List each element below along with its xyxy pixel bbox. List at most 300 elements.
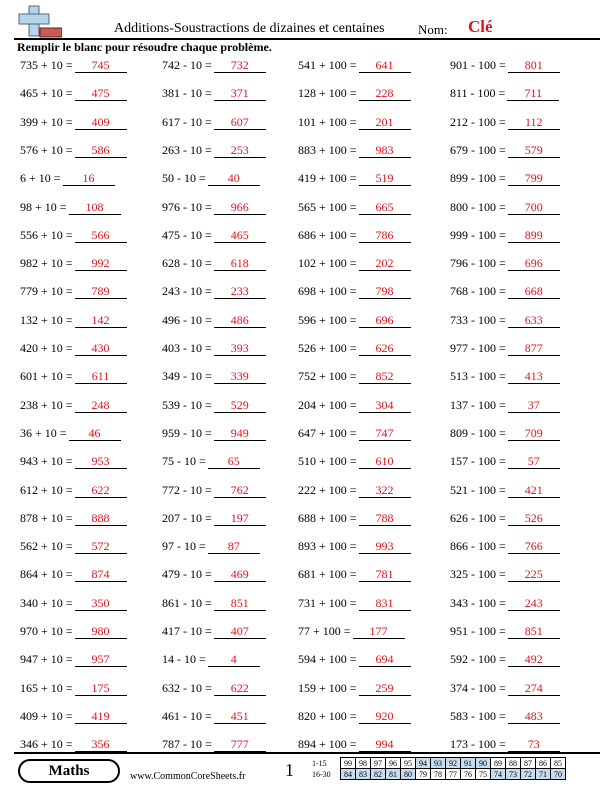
answer-blank[interactable]: 253 [214, 143, 266, 158]
score-cell: 91 [461, 758, 476, 769]
answer-blank[interactable]: 579 [508, 143, 560, 158]
problem-expression: 576 + 10 = [20, 142, 73, 157]
problem [20, 426, 121, 441]
problem-expression: 779 + 10 = [20, 284, 73, 299]
problem [450, 737, 560, 752]
problem-expression: 374 - 100 = [450, 680, 506, 695]
problem-expression: 688 + 100 = [298, 510, 357, 525]
problem [20, 58, 127, 73]
problem-row [0, 483, 612, 511]
problem [20, 143, 127, 158]
answer-blank[interactable]: 243 [508, 596, 560, 611]
answer-blank[interactable]: 73 [508, 737, 560, 752]
problem-expression: 6 + 10 = [20, 171, 61, 186]
answer-blank[interactable]: 108 [69, 200, 121, 215]
problem [162, 539, 260, 554]
answer-blank[interactable]: 356 [75, 737, 127, 752]
problem [298, 483, 411, 498]
problem-expression: 496 - 10 = [162, 312, 212, 327]
problem [162, 398, 266, 413]
answer-blank[interactable]: 407 [214, 624, 266, 639]
answer-blank[interactable]: 492 [508, 652, 560, 667]
answer-blank[interactable]: 626 [359, 341, 411, 356]
answer-blank[interactable]: 831 [359, 596, 411, 611]
problem-expression: 894 + 100 = [298, 737, 357, 752]
problem [20, 454, 127, 469]
problem-expression: 346 + 10 = [20, 737, 73, 752]
problem-expression: 101 + 100 = [298, 114, 357, 129]
instructions: Remplir le blanc pour résoudre chaque problème. [17, 40, 272, 54]
score-cell: 98 [356, 758, 371, 769]
answer-blank[interactable]: 304 [359, 398, 411, 413]
answer-blank[interactable]: 877 [508, 341, 560, 356]
problem [20, 341, 127, 356]
score-row [341, 769, 566, 780]
answer-blank[interactable]: 248 [75, 398, 127, 413]
problem-expression: 594 + 100 = [298, 652, 357, 667]
answer-blank[interactable]: 607 [214, 115, 266, 130]
problem-expression: 951 - 100 = [450, 624, 506, 638]
score-table [340, 757, 566, 780]
name-label: Nom: [418, 22, 448, 37]
problem-expression: 864 + 10 = [20, 567, 73, 582]
answer-blank[interactable]: 618 [214, 256, 266, 271]
problem [450, 313, 560, 328]
answer-blank[interactable]: 339 [214, 369, 266, 384]
problem-row [0, 228, 612, 256]
problem-expression: 742 - 10 = [162, 58, 212, 72]
score-cell: 89 [491, 758, 506, 769]
answer-blank[interactable]: 696 [508, 256, 560, 271]
answer-blank[interactable]: 419 [75, 709, 127, 724]
problem [298, 143, 411, 158]
problem-expression: 612 + 10 = [20, 482, 73, 497]
problem-row [0, 511, 612, 539]
problem [162, 284, 266, 299]
problem-expression: 878 + 10 = [20, 510, 73, 525]
problem-row [0, 58, 612, 86]
problem-expression: 820 + 100 = [298, 708, 357, 723]
problem [450, 681, 560, 696]
problem [20, 539, 127, 554]
problem-expression: 901 - 100 = [450, 58, 506, 72]
answer-blank[interactable]: 233 [214, 284, 266, 299]
problem [162, 200, 266, 215]
answer-blank[interactable]: 777 [214, 737, 266, 752]
answer-blank[interactable]: 966 [214, 200, 266, 215]
answer-blank[interactable]: 526 [508, 511, 560, 526]
problem-expression: 982 + 10 = [20, 256, 73, 271]
answer-blank[interactable]: 801 [508, 58, 560, 73]
answer-blank[interactable]: 16 [63, 171, 115, 186]
problem-expression: 513 - 100 = [450, 369, 506, 384]
name-value: Clé [468, 17, 493, 36]
problem [450, 86, 559, 101]
answer-blank[interactable]: 709 [508, 426, 560, 441]
problem [20, 398, 127, 413]
problem [162, 369, 266, 384]
answer-blank[interactable]: 899 [508, 228, 560, 243]
problem-expression: 36 + 10 = [20, 425, 67, 440]
answer-blank[interactable]: 274 [508, 681, 560, 696]
problem-expression: 861 - 10 = [162, 595, 212, 610]
problem [162, 624, 266, 639]
score-cell: 81 [386, 769, 401, 780]
problem [298, 115, 411, 130]
problem [20, 624, 127, 639]
answer-blank[interactable]: 852 [359, 369, 411, 384]
problem-expression: 893 + 100 = [298, 539, 357, 554]
problem [162, 652, 260, 667]
problem [450, 511, 560, 526]
score-range-label: 16-30 [312, 770, 331, 779]
score-cell: 90 [476, 758, 491, 769]
answer-blank[interactable]: 694 [359, 652, 411, 667]
answer-blank[interactable]: 409 [75, 115, 127, 130]
worksheet-title: Additions-Soustractions de dizaines et centaines [114, 21, 385, 36]
answer-blank[interactable]: 786 [359, 228, 411, 243]
problem [162, 256, 266, 271]
answer-blank[interactable]: 228 [359, 86, 411, 101]
problem-expression: 343 - 100 = [450, 595, 506, 610]
problem-expression: 601 + 10 = [20, 369, 73, 384]
problem-expression: 772 - 10 = [162, 482, 212, 497]
score-cell: 96 [386, 758, 401, 769]
answer-blank[interactable]: 57 [508, 454, 560, 469]
problem-expression: 959 - 10 = [162, 425, 212, 440]
problem [20, 596, 127, 611]
problem-row [0, 426, 612, 454]
problem-row [0, 171, 612, 199]
answer-blank[interactable]: 201 [359, 115, 411, 130]
problem-expression: 679 - 100 = [450, 142, 506, 157]
problem [450, 143, 560, 158]
problem [20, 709, 127, 724]
problem-row [0, 681, 612, 709]
answer-blank[interactable]: 451 [214, 709, 266, 724]
score-cell: 80 [401, 769, 416, 780]
answer-blank[interactable]: 668 [508, 284, 560, 299]
problem-row [0, 539, 612, 567]
answer-blank[interactable]: 350 [75, 596, 127, 611]
problem-expression: 617 - 10 = [162, 114, 212, 129]
problem [450, 454, 560, 469]
problem [450, 539, 560, 554]
problem [298, 652, 411, 667]
answer-blank[interactable]: 572 [75, 539, 127, 554]
score-cell: 84 [341, 769, 356, 780]
answer-blank[interactable]: 665 [359, 200, 411, 215]
problem-expression: 98 + 10 = [20, 199, 67, 214]
answer-blank[interactable]: 65 [208, 454, 260, 469]
problem-expression: 596 + 100 = [298, 312, 357, 327]
problem-expression: 800 - 100 = [450, 199, 506, 214]
problem-expression: 809 - 100 = [450, 425, 506, 440]
answer-blank[interactable]: 949 [214, 426, 266, 441]
answer-blank[interactable]: 421 [508, 483, 560, 498]
problem [450, 567, 560, 582]
problem [20, 652, 127, 667]
problem-expression: 943 + 10 = [20, 454, 73, 469]
problem-expression: 811 - 100 = [450, 86, 506, 101]
answer-blank[interactable]: 322 [359, 483, 411, 498]
subject-badge: Maths [18, 759, 120, 783]
answer-blank[interactable]: 610 [359, 454, 411, 469]
problem [162, 143, 266, 158]
problem-expression: 479 - 10 = [162, 567, 212, 582]
answer-blank[interactable]: 142 [75, 313, 127, 328]
problem-row [0, 143, 612, 171]
problem [20, 86, 127, 101]
problem [162, 454, 260, 469]
problem [298, 737, 411, 752]
answer-blank[interactable]: 225 [508, 567, 560, 582]
answer-blank[interactable]: 798 [359, 284, 411, 299]
problem-expression: 796 - 100 = [450, 256, 506, 271]
problem [298, 58, 411, 73]
answer-blank[interactable]: 994 [359, 737, 411, 752]
problem-expression: 731 + 100 = [298, 595, 357, 610]
score-cell: 87 [521, 758, 536, 769]
problem-row [0, 313, 612, 341]
problem [298, 171, 411, 186]
score-cell: 83 [356, 769, 371, 780]
answer-blank[interactable]: 469 [214, 567, 266, 582]
answer-blank[interactable]: 992 [75, 256, 127, 271]
answer-blank[interactable]: 851 [508, 624, 560, 639]
problem [298, 709, 411, 724]
problem-expression: 325 - 100 = [450, 567, 506, 582]
problem-expression: 128 + 100 = [298, 86, 357, 101]
score-cell: 93 [431, 758, 446, 769]
answer-blank[interactable]: 766 [508, 539, 560, 554]
problem [162, 483, 266, 498]
score-cell: 86 [536, 758, 551, 769]
problem-expression: 970 + 10 = [20, 624, 73, 638]
problem [298, 624, 405, 639]
problem [162, 737, 266, 752]
page-number: 1 [285, 760, 294, 780]
score-cell: 88 [506, 758, 521, 769]
score-cell: 95 [401, 758, 416, 769]
answer-blank[interactable]: 993 [359, 539, 411, 554]
problem [20, 171, 115, 186]
answer-blank[interactable]: 874 [75, 567, 127, 582]
problem [298, 511, 411, 526]
answer-blank[interactable]: 519 [359, 171, 411, 186]
problem-expression: 628 - 10 = [162, 256, 212, 271]
answer-blank[interactable]: 393 [214, 341, 266, 356]
problem-expression: 681 + 100 = [298, 567, 357, 582]
problem [298, 256, 411, 271]
problem-row [0, 200, 612, 228]
answer-blank[interactable]: 465 [214, 228, 266, 243]
problem-expression: 461 - 10 = [162, 708, 212, 723]
problem-expression: 539 - 10 = [162, 397, 212, 412]
problem [450, 228, 560, 243]
problem [450, 398, 560, 413]
answer-blank[interactable]: 430 [75, 341, 127, 356]
answer-blank[interactable]: 4 [208, 652, 260, 667]
problem [298, 454, 411, 469]
problem [20, 567, 127, 582]
answer-blank[interactable]: 788 [359, 511, 411, 526]
problem-row [0, 596, 612, 624]
answer-blank[interactable]: 633 [508, 313, 560, 328]
problem [298, 369, 411, 384]
answer-blank[interactable]: 641 [359, 58, 411, 73]
problem-expression: 752 + 100 = [298, 369, 357, 384]
answer-blank[interactable]: 781 [359, 567, 411, 582]
problem-row [0, 341, 612, 369]
problem [20, 313, 127, 328]
problem-expression: 866 - 100 = [450, 539, 506, 554]
answer-blank[interactable]: 983 [359, 143, 411, 158]
score-cell: 97 [371, 758, 386, 769]
answer-blank[interactable]: 732 [214, 58, 266, 73]
answer-blank[interactable]: 586 [75, 143, 127, 158]
problem-expression: 419 + 100 = [298, 171, 357, 186]
problem-row [0, 256, 612, 284]
problem-expression: 510 + 100 = [298, 454, 357, 469]
problem-expression: 420 + 10 = [20, 341, 73, 355]
answer-blank[interactable]: 851 [214, 596, 266, 611]
problem-expression: 97 - 10 = [162, 539, 206, 554]
problem [450, 596, 560, 611]
problem [298, 284, 411, 299]
problem [298, 596, 411, 611]
problem [450, 426, 560, 441]
problem [450, 652, 560, 667]
answer-blank[interactable]: 37 [508, 398, 560, 413]
score-row [341, 758, 566, 769]
score-cell: 79 [416, 769, 431, 780]
score-cell: 77 [446, 769, 461, 780]
answer-blank[interactable]: 711 [507, 86, 559, 101]
problem-expression: 592 - 100 = [450, 652, 506, 667]
answer-blank[interactable]: 622 [75, 483, 127, 498]
problem-expression: 583 - 100 = [450, 708, 506, 723]
score-cell: 78 [431, 769, 446, 780]
problem [450, 624, 560, 639]
answer-blank[interactable]: 888 [75, 511, 127, 526]
website-link[interactable]: www.CommonCoreSheets.fr [130, 771, 246, 782]
problem-expression: 733 - 100 = [450, 312, 506, 327]
problem-expression: 475 - 10 = [162, 227, 212, 242]
problem-expression: 556 + 10 = [20, 227, 73, 242]
problem [20, 681, 127, 696]
answer-blank[interactable]: 747 [359, 426, 411, 441]
problem-row [0, 454, 612, 482]
answer-blank[interactable]: 177 [353, 624, 405, 639]
answer-blank[interactable]: 622 [214, 681, 266, 696]
answer-blank[interactable]: 762 [214, 483, 266, 498]
answer-blank[interactable]: 197 [214, 511, 266, 526]
answer-blank[interactable]: 529 [214, 398, 266, 413]
problem-row [0, 115, 612, 143]
answer-blank[interactable]: 799 [508, 171, 560, 186]
problem [298, 426, 411, 441]
answer-blank[interactable]: 475 [75, 86, 127, 101]
problem-expression: 565 + 100 = [298, 199, 357, 214]
answer-blank[interactable]: 371 [214, 86, 266, 101]
problem-expression: 735 + 10 = [20, 58, 73, 72]
problem [162, 115, 266, 130]
problem-row [0, 369, 612, 397]
problem [20, 737, 127, 752]
problem-expression: 243 - 10 = [162, 284, 212, 299]
problem-expression: 77 + 100 = [298, 624, 351, 638]
answer-blank[interactable]: 175 [75, 681, 127, 696]
answer-blank[interactable]: 87 [208, 539, 260, 554]
problem [298, 398, 411, 413]
answer-blank[interactable]: 980 [75, 624, 127, 639]
footer-divider [14, 752, 600, 754]
problem [298, 567, 411, 582]
answer-blank[interactable]: 112 [508, 115, 560, 130]
score-cell: 73 [506, 769, 521, 780]
problem-expression: 14 - 10 = [162, 652, 206, 667]
answer-blank[interactable]: 413 [508, 369, 560, 384]
plus-minus-logo-icon [14, 4, 62, 38]
answer-blank[interactable]: 920 [359, 709, 411, 724]
answer-blank[interactable]: 957 [75, 652, 127, 667]
problem-expression: 977 - 100 = [450, 341, 506, 355]
answer-blank[interactable]: 483 [508, 709, 560, 724]
score-cell: 85 [551, 758, 566, 769]
problem-row [0, 284, 612, 312]
problem [450, 284, 560, 299]
problem [20, 256, 127, 271]
score-cell: 76 [461, 769, 476, 780]
answer-blank[interactable]: 202 [359, 256, 411, 271]
problem [162, 313, 266, 328]
answer-blank[interactable]: 259 [359, 681, 411, 696]
answer-blank[interactable]: 611 [75, 369, 127, 384]
problem-expression: 381 - 10 = [162, 86, 212, 101]
answer-blank[interactable]: 566 [75, 228, 127, 243]
problem [450, 709, 560, 724]
problem [450, 341, 560, 356]
answer-blank[interactable]: 789 [75, 284, 127, 299]
score-cell: 82 [371, 769, 386, 780]
problem-expression: 787 - 10 = [162, 737, 212, 752]
problem [298, 341, 411, 356]
answer-blank[interactable]: 700 [508, 200, 560, 215]
problem-expression: 403 - 10 = [162, 341, 212, 355]
problem-expression: 976 - 10 = [162, 199, 212, 214]
problem-row [0, 567, 612, 595]
score-cell: 99 [341, 758, 356, 769]
problem [20, 369, 127, 384]
problem-row [0, 398, 612, 426]
problem [20, 228, 127, 243]
problem [162, 709, 266, 724]
problem-expression: 698 + 100 = [298, 284, 357, 299]
answer-blank[interactable]: 486 [214, 313, 266, 328]
score-range-labels [312, 758, 331, 780]
problem-expression: 102 + 100 = [298, 256, 357, 271]
answer-blank[interactable]: 696 [359, 313, 411, 328]
problem [450, 369, 560, 384]
answer-blank[interactable]: 40 [208, 171, 260, 186]
answer-blank[interactable]: 953 [75, 454, 127, 469]
problem [298, 313, 411, 328]
problem-expression: 159 + 100 = [298, 680, 357, 695]
answer-blank[interactable]: 46 [69, 426, 121, 441]
score-cell: 74 [491, 769, 506, 780]
answer-blank[interactable]: 745 [75, 58, 127, 73]
